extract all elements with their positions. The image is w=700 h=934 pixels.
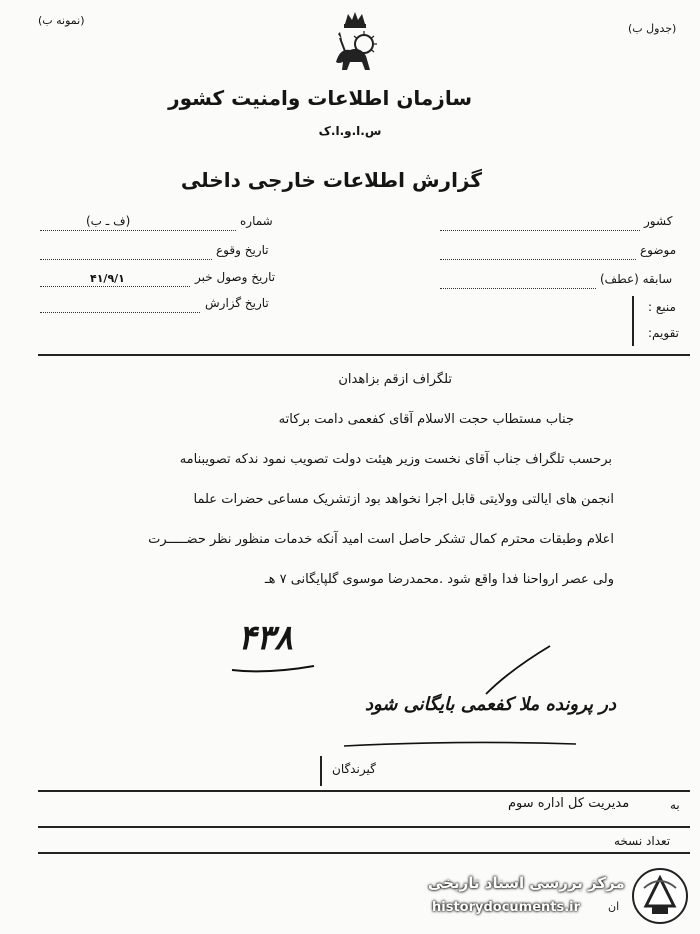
recipients-left-bracket (320, 756, 322, 786)
assessment-label: تقویم: (648, 326, 679, 340)
number-line (40, 230, 236, 231)
watermark-org-name: مرکز بررسی اسناد تاریخی (428, 874, 625, 892)
event-date-line (40, 259, 212, 260)
telegram-heading: تلگراف ازقم بزاهدان (338, 372, 452, 387)
number-label: شماره (240, 214, 273, 228)
recipients-label: گیرندگان (332, 762, 376, 776)
handwritten-note-underline-icon (340, 730, 580, 754)
handwritten-underline-icon (228, 660, 318, 676)
receipt-date-value: ۴۱/۹/۱ (90, 272, 125, 285)
report-date-label: تاریخ گزارش (205, 296, 269, 310)
archive-logo-icon (630, 866, 690, 926)
to-value: مدیریت کل اداره سوم (508, 796, 630, 811)
handwritten-number: ۴۳۸ (238, 618, 293, 658)
organization-code: س.ا.و.ا.ک (318, 124, 382, 138)
watermark-site: historydocuments.ir (432, 900, 581, 915)
table-tag: (جدول ب) (628, 22, 677, 35)
country-line (440, 230, 640, 231)
reference-line (440, 288, 596, 289)
copies-divider (38, 852, 690, 854)
salutation: جناب مستطاب حجت الاسلام آقای کفعمی دامت برکاته (278, 412, 574, 427)
body-line: انجمن های ایالتی وولایتی قابل اجرا نخواهد بود ازتشریک مساعی حضرات علما (193, 492, 614, 507)
body-line: برحسب تلگراف جناب آقای نخست وزیر هیئت دولت تصویب نمود ندکه تصویبنامه (179, 452, 612, 467)
report-date-line (40, 312, 200, 313)
receipt-date-line (40, 286, 190, 287)
event-date-label: تاریخ وقوع (216, 243, 269, 257)
copies-label: تعداد نسخه (614, 834, 671, 848)
watermark-partial-text: ان (608, 900, 620, 913)
subject-line (440, 259, 636, 260)
to-prefix: به (670, 798, 680, 812)
receipt-date-label: تاریخ وصول خبر (195, 270, 276, 284)
subject-label: موضوع (640, 243, 677, 257)
form-sample-tag: (نمونه ب) (38, 14, 85, 27)
source-bracket (632, 296, 634, 346)
recipients-divider (38, 790, 690, 792)
organization-name: سازمان اطلاعات وامنیت کشور (168, 86, 472, 110)
header-divider (38, 354, 690, 356)
handwritten-note: در پرونده ملا کفعمی بایگانی شود (364, 694, 616, 715)
lion-and-sun-emblem-icon (330, 10, 380, 76)
source-label: منبع : (648, 300, 676, 314)
handwritten-stroke-icon (480, 640, 560, 700)
to-divider (38, 826, 690, 828)
number-value: (ف ـ ب) (86, 214, 131, 228)
country-label: کشور (644, 214, 673, 228)
body-line: اعلام وطبقات محترم کمال تشکر حاصل است امید آنکه خدمات منظور نظر حضـــــرت (148, 532, 614, 547)
body-line: ولی عصر ارواحنا فدا واقع شود .محمدرضا موسوی گلپایگانی ۷ هـ (264, 572, 614, 587)
reference-label: سابقه (عطف) (600, 272, 673, 286)
report-title: گزارش اطلاعات خارجی داخلی (180, 168, 482, 192)
